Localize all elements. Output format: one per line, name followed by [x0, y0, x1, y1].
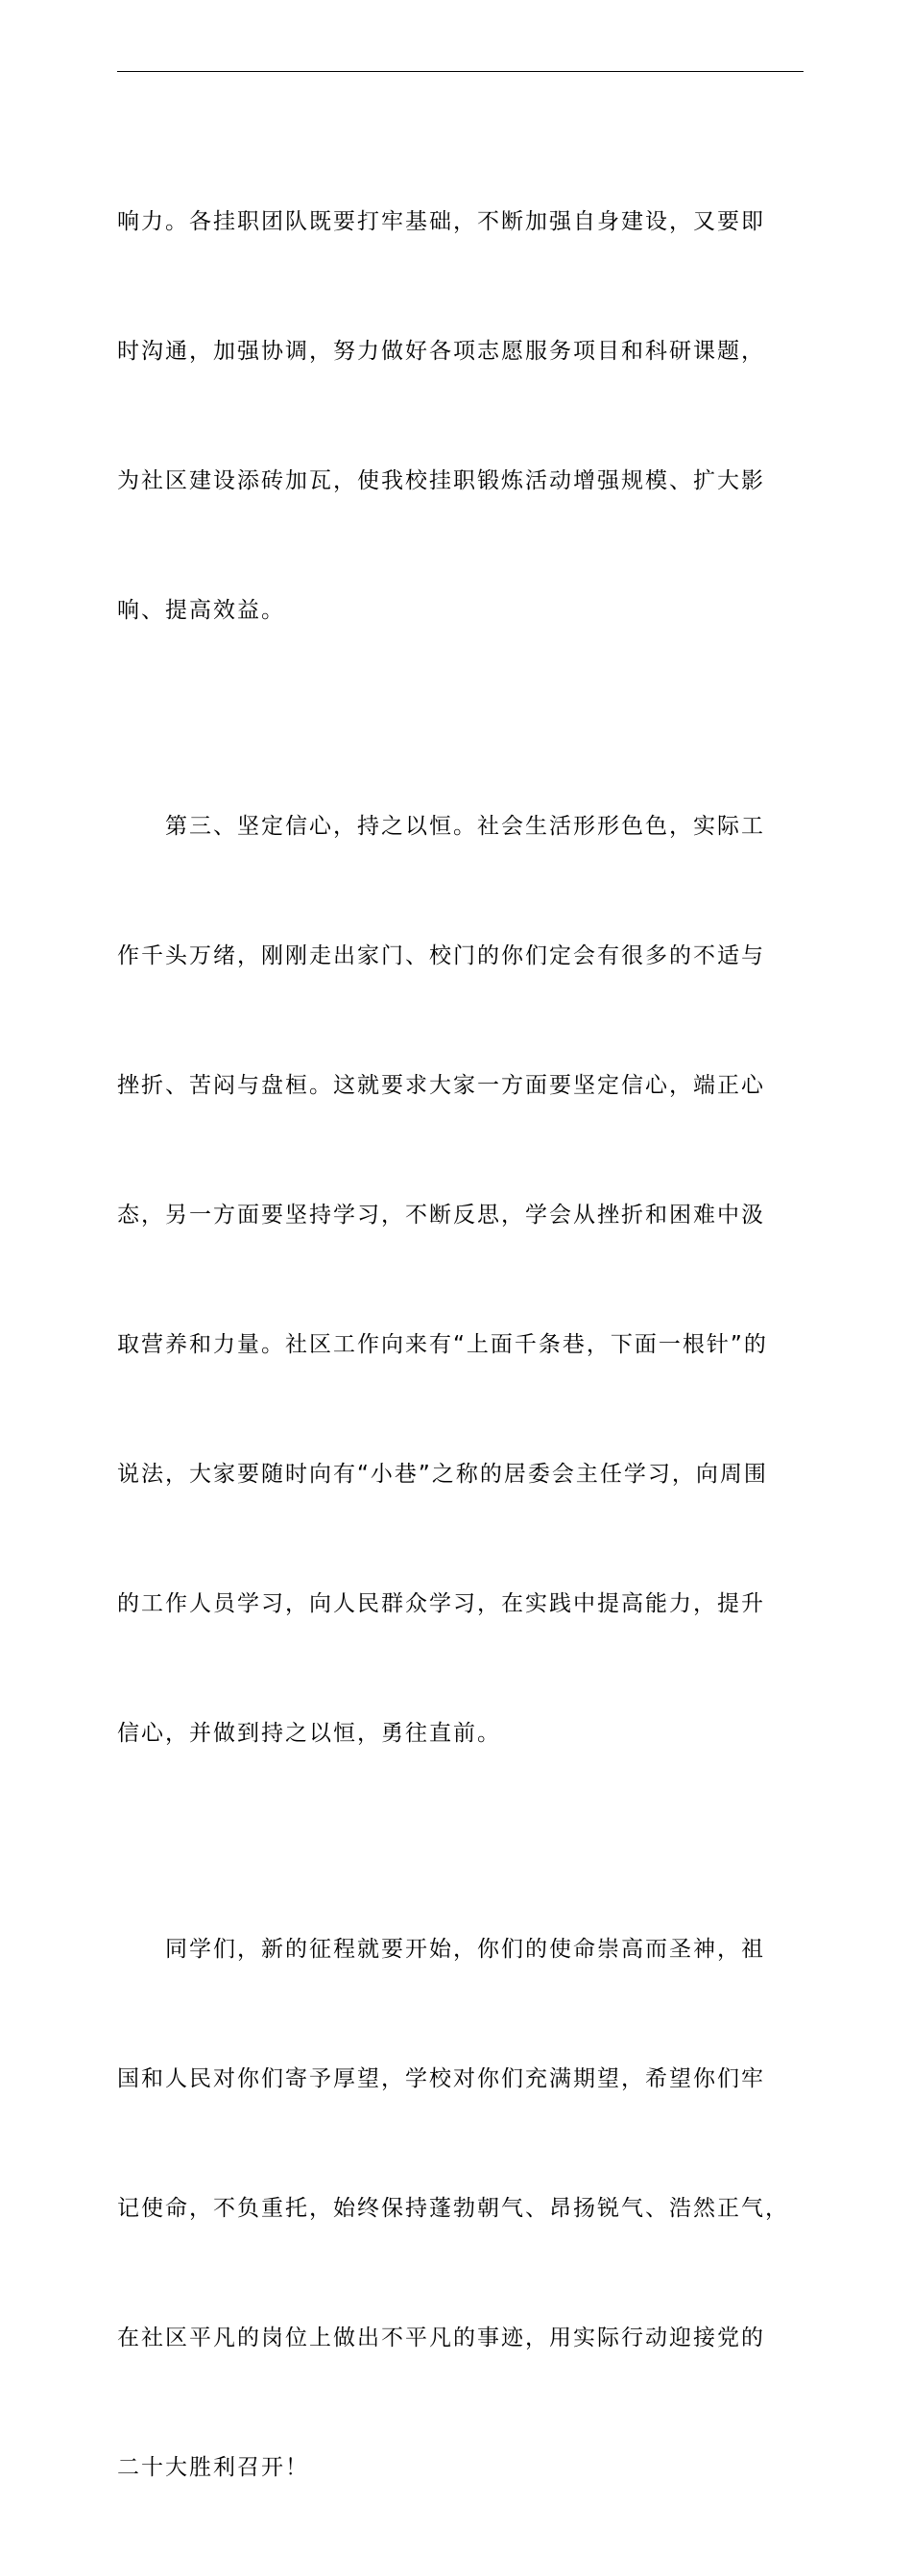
- text-line: 第三、坚定信心，持之以恒。社会生活形形色色，实际工: [117, 814, 765, 839]
- text-line: 作千头万绪，刚刚走出家门、校门的你们定会有很多的不适与: [117, 943, 765, 968]
- header-rule: [117, 71, 804, 72]
- text-line: 记使命，不负重托，始终保持蓬勃朝气、昂扬锐气、浩然正气，: [117, 2196, 789, 2221]
- paragraph-3: [117, 1842, 808, 2576]
- text-line: 说法，大家要随时向有“小巷”之称的居委会主任学习，向周围: [117, 1462, 768, 1487]
- text-line: 响、提高效益。: [117, 598, 285, 623]
- text-line: 为社区建设添砖加瓦，使我校挂职锻炼活动增强规模、扩大影: [117, 468, 765, 493]
- text-line: 态，另一方面要坚持学习，不断反思，学会从挫折和困难中汲: [117, 1203, 765, 1228]
- document-body: [117, 114, 808, 2576]
- text-line: 信心，并做到持之以恒，勇往直前。: [117, 1721, 501, 1746]
- text-line: 响力。各挂职团队既要打牢基础，不断加强自身建设，又要即: [117, 209, 765, 234]
- paragraph-1: [117, 114, 808, 719]
- text-line: 的工作人员学习，向人民群众学习，在实践中提高能力，提升: [117, 1591, 765, 1616]
- text-line: 挫折、苦闷与盘桓。这就要求大家一方面要坚定信心，端正心: [117, 1073, 765, 1098]
- text-line: 时沟通，加强协调，努力做好各项志愿服务项目和科研课题，: [117, 339, 765, 364]
- text-line: 在社区平凡的岗位上做出不平凡的事迹，用实际行动迎接党的: [117, 2326, 765, 2350]
- text-line: 国和人民对你们寄予厚望，学校对你们充满期望，希望你们牢: [117, 2066, 765, 2091]
- text-line: 同学们，新的征程就要开始，你们的使命崇高而圣神，祖: [117, 1937, 765, 1962]
- text-line: 取营养和力量。社区工作向来有“上面千条巷，下面一根针”的: [117, 1332, 768, 1357]
- paragraph-2: [117, 719, 808, 1842]
- text-line: 二十大胜利召开！: [117, 2455, 309, 2480]
